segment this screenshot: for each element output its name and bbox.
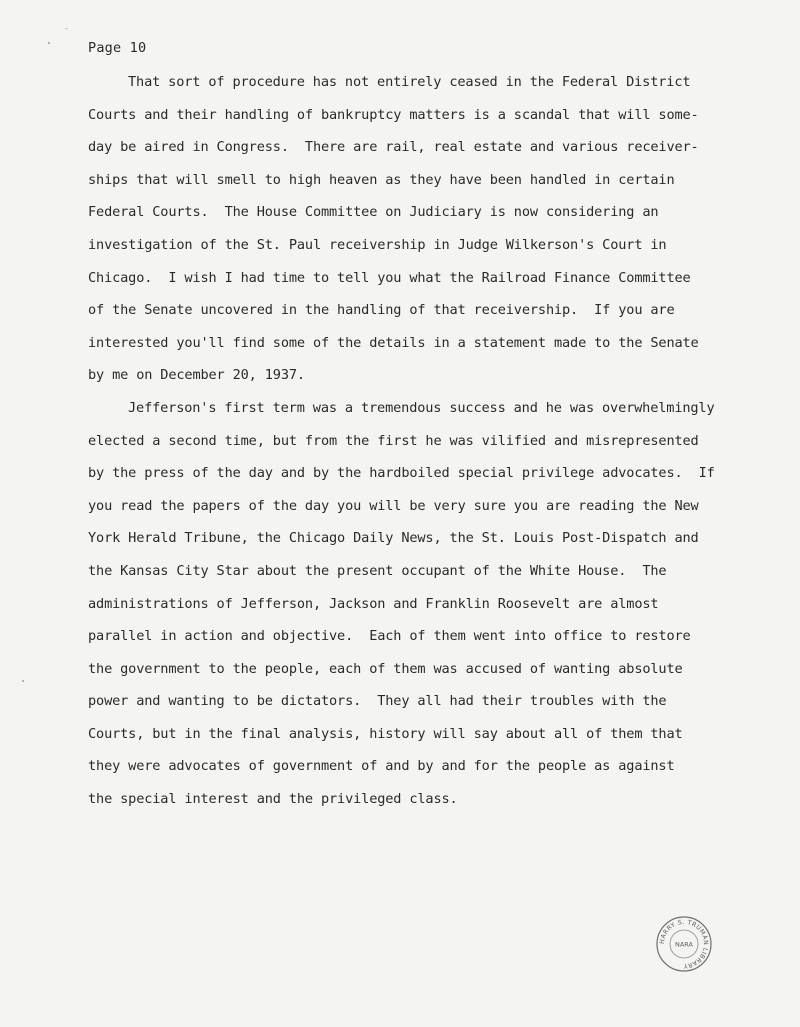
text-line: they were advocates of government of and by and for the people as against [88, 758, 675, 775]
text-line: That sort of procedure has not entirely ceased in the Federal District [128, 74, 691, 90]
text-line: the government to the people, each of them was accused of wanting absolute [88, 660, 683, 677]
text-line: day be aired in Congress. There are rail, real estate and various receiver- [88, 139, 699, 156]
page-number: Page 10 [88, 40, 147, 56]
body-text [88, 66, 728, 816]
text-line: of the Senate uncovered in the handling of that receivership. If you are [88, 302, 675, 319]
text-line: by me on December 20, 1937. [88, 367, 305, 384]
stamp-center-text: NARA [674, 940, 694, 949]
text-line: the special interest and the privileged class. [88, 791, 458, 808]
paper-speck [65, 28, 68, 29]
paper-speck [48, 42, 50, 44]
text-line: Jefferson's first term was a tremendous success and he was overwhelmingly [128, 399, 715, 416]
paper-speck [22, 680, 24, 682]
text-line: York Herald Tribune, the Chicago Daily News, the St. Louis Post-Dispatch and [88, 530, 699, 547]
archive-stamp-icon [655, 915, 713, 973]
text-line: power and wanting to be dictators. They all had their troubles with the [88, 693, 667, 710]
text-line: Federal Courts. The House Committee on Judiciary is now considering an [88, 204, 659, 221]
text-line: by the press of the day and by the hardboiled special privilege advocates. If [88, 465, 715, 482]
text-line: elected a second time, but from the first he was vilified and misrepresented [88, 432, 699, 449]
stamp-ring-text: HARRY S. TRUMAN LIBRARY [658, 918, 710, 970]
text-line: parallel in action and objective. Each of them went into office to restore [88, 628, 691, 645]
paragraph-1 [88, 66, 728, 392]
text-line: Courts and their handling of bankruptcy matters is a scandal that will some- [88, 106, 699, 123]
text-line: investigation of the St. Paul receivership in Judge Wilkerson's Court in [88, 236, 667, 253]
text-line: administrations of Jefferson, Jackson and Franklin Roosevelt are almost [88, 595, 659, 612]
paragraph-2 [88, 392, 728, 816]
text-line: the Kansas City Star about the present occupant of the White House. The [88, 562, 667, 579]
text-line: Courts, but in the final analysis, history will say about all of them that [88, 725, 683, 742]
text-line: you read the papers of the day you will be very sure you are reading the New [88, 497, 699, 514]
text-line: ships that will smell to high heaven as they have been handled in certain [88, 171, 675, 188]
text-line: Chicago. I wish I had time to tell you what the Railroad Finance Committee [88, 269, 691, 286]
text-line: interested you'll find some of the details in a statement made to the Senate [88, 334, 699, 351]
